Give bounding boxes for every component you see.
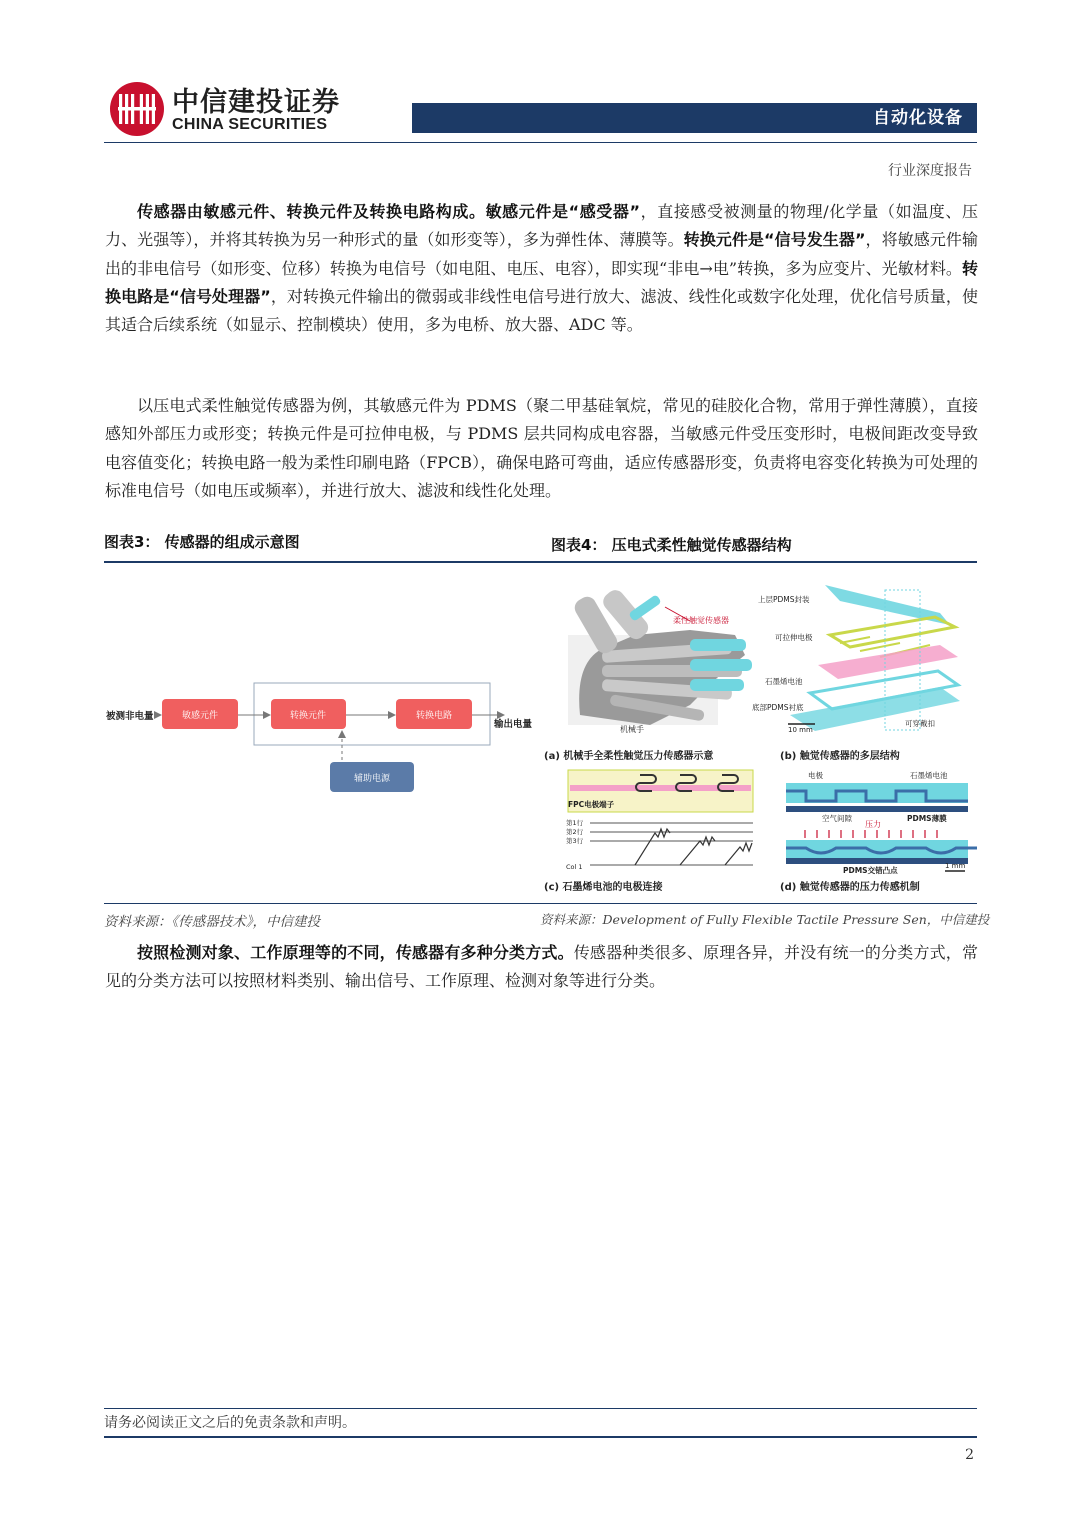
paragraph-sensor-composition [105, 198, 978, 339]
paragraph-pdms-example: 以压电式柔性触觉传感器为例，其敏感元件为 PDMS（聚二甲基硅氧烷，常见的硅胶化合物，常用于弹性薄膜），直接感知外部压力或形变；转换元件是可拉伸电极，与 PDMS 层共同构成电容器，当敏感元件受压变形时，电极间距改变导致电容值变化；转换电路一般为柔性印刷电路（FPCB），确保电路可弯曲，适应传感器形变，负责将电容变化转换为可处理的标准电信号（如电压或频率），并进行放大、滤波和线性化处理。 [105, 396, 978, 500]
figure-bottom-rule [104, 903, 977, 904]
panel-b-multilayer [752, 585, 960, 762]
panel-c-electrode [544, 770, 753, 893]
wearable-buckle-label: 可穿戴扣 [905, 719, 935, 728]
footer-rule-bottom [104, 1436, 977, 1438]
body-text: ，直接感受被测量的物理/化学量（如温度、压力、光强等），并将其转换为另一种形式的量（如形变等），多为弹性体、薄膜等。 [105, 202, 978, 250]
tactile-sensor-label: 柔性触觉传感器 [673, 616, 729, 625]
body-text: 传感器种类很多、原理各异，并没有统一的分类方式，常见的分类方法可以按照材料类别、输出信号、工作原理、检测对象等进行分类。 [105, 943, 978, 991]
figure4-title: 图表4： 压电式柔性触觉传感器结构 [551, 536, 792, 554]
panel-c-caption: (c) 石墨烯电池的电极连接 [544, 882, 663, 893]
upper-pdms-label: 上层PDMS封装 [758, 595, 810, 604]
scale-10mm: 10 mm [788, 726, 813, 734]
disclaimer: 请务必阅读正文之后的免责条款和声明。 [104, 1415, 356, 1431]
header-divider [104, 142, 977, 143]
pdms-film-label: PDMS薄膜 [907, 814, 947, 823]
conversion-element-label: 转换元件 [289, 711, 327, 721]
brand-name-en: CHINA SECURITIES [172, 116, 328, 133]
row3-label: 第3行 [566, 837, 584, 845]
bold-text: 传感器由敏感元件、转换元件及转换电路构成。敏感元件是“感受器” [137, 202, 641, 221]
figure3-diagram [104, 565, 536, 900]
bold-text: 转换元件是“信号发生器” [683, 230, 866, 250]
panel-a-caption: (a) 机械手全柔性触觉压力传感器示意 [544, 751, 714, 762]
output-label: 输出电量 [494, 719, 533, 730]
bold-text: 按照检测对象、工作原理等的不同，传感器有多种分类方式。 [137, 943, 574, 962]
footer-rule-top [104, 1408, 977, 1409]
row1-label: 第1行 [566, 819, 584, 827]
robot-hand-label: 机械手 [620, 725, 644, 734]
panel-d-caption: (d) 触觉传感器的压力传感机制 [780, 882, 920, 893]
china-securities-logo [108, 80, 166, 138]
graphene-cell-label: 石墨烯电池 [765, 677, 803, 686]
figure3-title: 图表3： 传感器的组成示意图 [104, 533, 300, 551]
row2-label: 第2行 [566, 828, 584, 836]
pressure-label: 压力 [865, 820, 881, 829]
figure3-source: 资料来源：《传感器技术》，中信建投 [104, 914, 320, 930]
col1-label: Col 1 [566, 863, 583, 871]
sector-banner: 自动化设备 [412, 103, 977, 133]
paragraph-classification [105, 939, 978, 996]
body-text: ，对转换元件输出的微弱或非线性电信号进行放大、滤波、线性化或数字化处理，优化信号质量，使其适合后续系统（如显示、控制模块）使用，多为电桥、放大器、ADC 等。 [105, 286, 978, 335]
stretchable-electrode-label: 可拉伸电极 [775, 633, 813, 642]
fpc-terminal-label: FPC电极端子 [568, 800, 615, 809]
conversion-circuit-label: 转换电路 [415, 711, 453, 721]
report-type: 行业深度报告 [888, 163, 972, 179]
panel-b-caption: (b) 触觉传感器的多层结构 [780, 751, 900, 762]
sensing-element-label: 敏感元件 [181, 711, 219, 721]
graphene-label: 石墨烯电池 [910, 771, 948, 780]
air-gap-label: 空气间隙 [822, 814, 852, 823]
figure-top-rule [104, 561, 977, 563]
body-text: ，将敏感元件输出的非电信号（如形变、位移）转换为电信号（如电阻、电压、电容），即实现“非电→电”转换，多为应变片、光敏材料。 [105, 230, 978, 278]
figure4-diagram [540, 565, 977, 900]
scale-1mm: 1 mm [945, 862, 966, 870]
input-label: 被测非电量 [106, 711, 154, 722]
bold-text: 转换电路是“信号处理器” [105, 258, 978, 306]
aux-power-label: 辅助电源 [353, 774, 391, 784]
bottom-pdms-label: 底部PDMS衬底 [752, 703, 804, 712]
panel-a-robot-hand [544, 586, 752, 762]
electrode-label: 电极 [808, 771, 823, 780]
pdms-bumps-label: PDMS交错凸点 [843, 866, 898, 875]
figure4-source: 资料来源：Development of Fully Flexible Tactile Pressure Sen，中信建投 [540, 912, 990, 927]
page-number: 2 [965, 1447, 974, 1463]
panel-d-mechanism [780, 770, 977, 893]
brand-name-cn: 中信建投证券 [172, 87, 340, 118]
